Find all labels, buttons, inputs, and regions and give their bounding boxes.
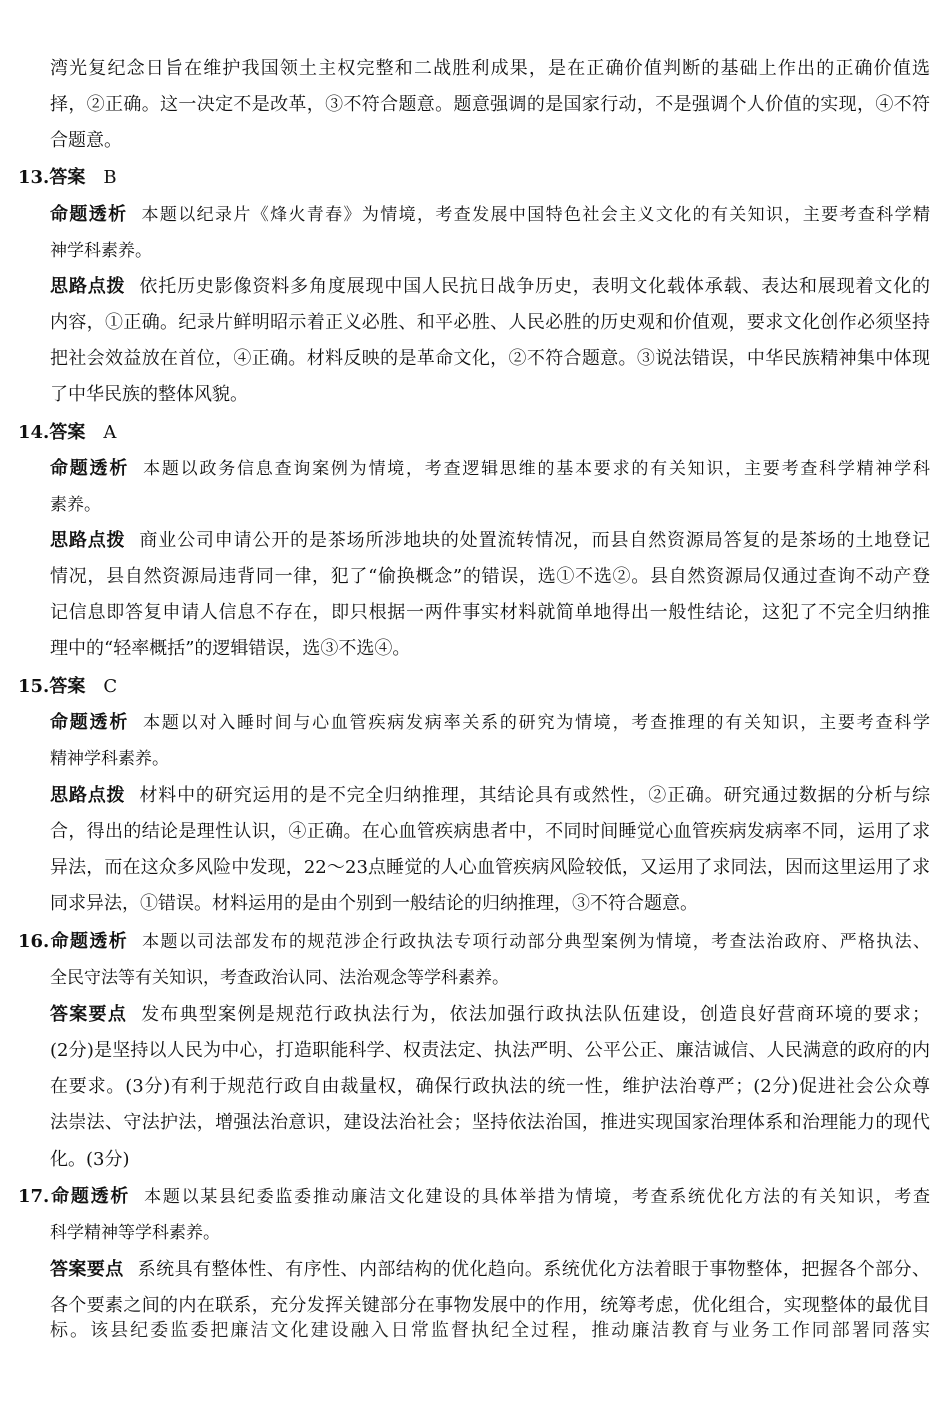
q16-key-text-1: 发布典型案例是规范行政执法行为，依法加强行政执法队伍建设，创造良好营商环境的要求； [141,1004,930,1025]
q13-hint-line-4: 了中华民族的整体风貌。 [50,384,248,405]
q14-hint-line-4: 理中的“轻率概括”的逻辑错误，选③不选④。 [50,638,411,659]
q15-hint-line-3: 异法，而在这众多风险中发现，22～23点睡觉的人心血管疾病风险较低，又运用了求同法，因而这里运用了求 [50,857,930,878]
q16-intent-text-2: 全民守法等有关知识，考查政治认同、法治观念等学科素养。 [50,968,509,988]
q17-intent-label: 命题透析 [49,1186,131,1207]
q16-number: 16. [18,931,50,952]
q16-intent-text-1: 本题以司法部发布的规范涉企行政执法专项行动部分典型案例为情境，考查法治政府、严格执法、 [142,932,931,952]
q13-intent-text-2: 神学科素养。 [50,241,152,261]
q15-hint-text-1: 材料中的研究运用的是不完全归纳推理，其结论具有或然性，②正确。研究通过数据的分析与综 [139,785,931,806]
q15-hint-line-2: 合，得出的结论是理性认识，④正确。在心血管疾病患者中，不同时间睡觉心血管疾病发病率不同，运用了求 [50,821,930,842]
q13-hint-text-1: 依托历史影像资料多角度展现中国人民抗日战争历史，表明文化载体承载、表达和展现着文化的 [139,276,931,297]
q15-intent-text-2: 精神学科素养。 [50,749,169,769]
q16-key-line-1 [50,1004,930,1026]
q13-answer-label: 答案 [49,167,86,188]
q15-intent-label: 命题透析 [50,712,130,733]
q13-hint-line-2: 内容，①正确。纪录片鲜明昭示着正义必胜、和平必胜、人民必胜的历史观和价值观，要求文化创作必须坚持 [50,312,930,333]
q16-key-line-4: 法崇法、守法护法，增强法治意识，建设法治社会；坚持依法治国，推进实现国家治理体系和治理能力的现代 [50,1112,930,1133]
q16-intent-line-2 [50,967,930,989]
q14-hint-text-1: 商业公司申请公开的是茶场所涉地块的处置流转情况，而县自然资源局答复的是茶场的土地登记 [139,530,931,551]
q14-hint-line-1 [50,530,930,552]
q16-intent-label: 命题透析 [49,931,129,952]
q15-hint-label: 思路点拨 [50,785,126,806]
q15-intent-line-2 [50,748,930,770]
q12-line-3: 合题意。 [50,130,122,151]
q17-key-line-3-cut: 标。该县纪委监委把廉洁文化建设融入日常监督执纪全过程，推动廉洁教育与业务工作同部署同落实 [50,1320,930,1341]
q15-hint-line-1 [50,785,930,807]
q15-answer-row [18,676,930,698]
q15-hint-line-4: 同求异法，①错误。材料运用的是由个别到一般结论的归纳推理，③不符合题意。 [50,893,698,914]
q17-intent-line-1 [18,1186,930,1208]
q14-intent-text-1: 本题以政务信息查询案例为情境，考查逻辑思维的基本要求的有关知识，主要考查科学精神学科 [143,459,931,479]
q17-intent-text-1: 本题以某县纪委监委推动廉洁文化建设的具体举措为情境，考查系统优化方法的有关知识，考查 [144,1187,931,1207]
q13-answer-value: B [103,167,117,188]
q14-answer-label: 答案 [49,422,86,443]
q15-number: 15. [18,676,50,697]
q17-key-text-1: 系统具有整体性、有序性、内部结构的优化趋向。系统优化方法着眼于事物整体，把握各个部分、 [137,1259,931,1280]
q17-key-line-1 [50,1259,930,1281]
q13-number: 13. [18,167,50,188]
q17-intent-line-2 [50,1222,930,1244]
q15-intent-text-1: 本题以对入睡时间与心血管疾病发病率关系的研究为情境，考查推理的有关知识，主要考查科学 [143,713,931,733]
q16-key-line-3: 在要求。(3分)有利于规范行政自由裁量权，确保行政执法的统一性，维护法治尊严；(2分)促进社会公众尊 [50,1076,930,1097]
q16-intent-line-1 [18,931,930,953]
q14-intent-text-2: 素养。 [50,495,101,515]
q14-number: 14. [18,422,50,443]
q16-key-line-5: 化。(3分) [50,1149,130,1170]
q13-hint-line-1 [50,276,930,298]
q13-intent-text-1: 本题以纪录片《烽火青春》为情境，考查发展中国特色社会主义文化的有关知识，主要考查科学精 [141,205,931,225]
q15-answer-label: 答案 [49,676,86,697]
q14-hint-label: 思路点拨 [50,530,126,551]
q13-answer-row [18,167,930,189]
q12-line-1: 湾光复纪念日旨在维护我国领土主权完整和二战胜利成果，是在正确价值判断的基础上作出的正确价值选 [50,58,930,79]
q17-intent-text-2: 科学精神等学科素养。 [50,1223,220,1243]
q14-hint-line-3: 记信息即答复申请人信息不存在，即只根据一两件事实材料就简单地得出一般性结论，这犯了不完全归纳推 [50,602,930,623]
q13-intent-line-1 [50,204,930,226]
q17-number: 17. [18,1186,50,1207]
q13-hint-label: 思路点拨 [50,276,126,297]
q14-intent-line-1 [50,458,930,480]
q14-answer-row [18,422,930,444]
q15-answer-value: C [103,676,118,697]
q14-intent-line-2 [50,494,930,516]
q13-intent-label: 命题透析 [50,204,128,225]
q15-intent-line-1 [50,712,930,734]
q13-intent-line-2 [50,240,930,262]
q12-line-2: 择，②正确。这一决定不是改革，③不符合题意。题意强调的是国家行动，不是强调个人价值的实现，④不符 [50,94,930,115]
q14-answer-value: A [103,422,117,443]
q13-hint-line-3: 把社会效益放在首位，④正确。材料反映的是革命文化，②不符合题意。③说法错误，中华民族精神集中体现 [50,348,930,369]
q16-key-label: 答案要点 [50,1004,128,1025]
q17-key-line-2: 各个要素之间的内在联系，充分发挥关键部分在事物发展中的作用，统筹考虑，优化组合，实现整体的最优目 [50,1295,930,1316]
q17-cut-off-line [50,1320,930,1344]
q14-intent-label: 命题透析 [50,458,130,479]
q16-key-line-2: (2分)是坚持以人民为中心，打造职能科学、权责法定、执法严明、公平公正、廉洁诚信、人民满意的政府的内 [50,1040,930,1061]
q17-key-label: 答案要点 [50,1259,124,1280]
q14-hint-line-2: 情况，县自然资源局违背同一律，犯了“偷换概念”的错误，选①不选②。县自然资源局仅通过查询不动产登 [50,566,930,587]
